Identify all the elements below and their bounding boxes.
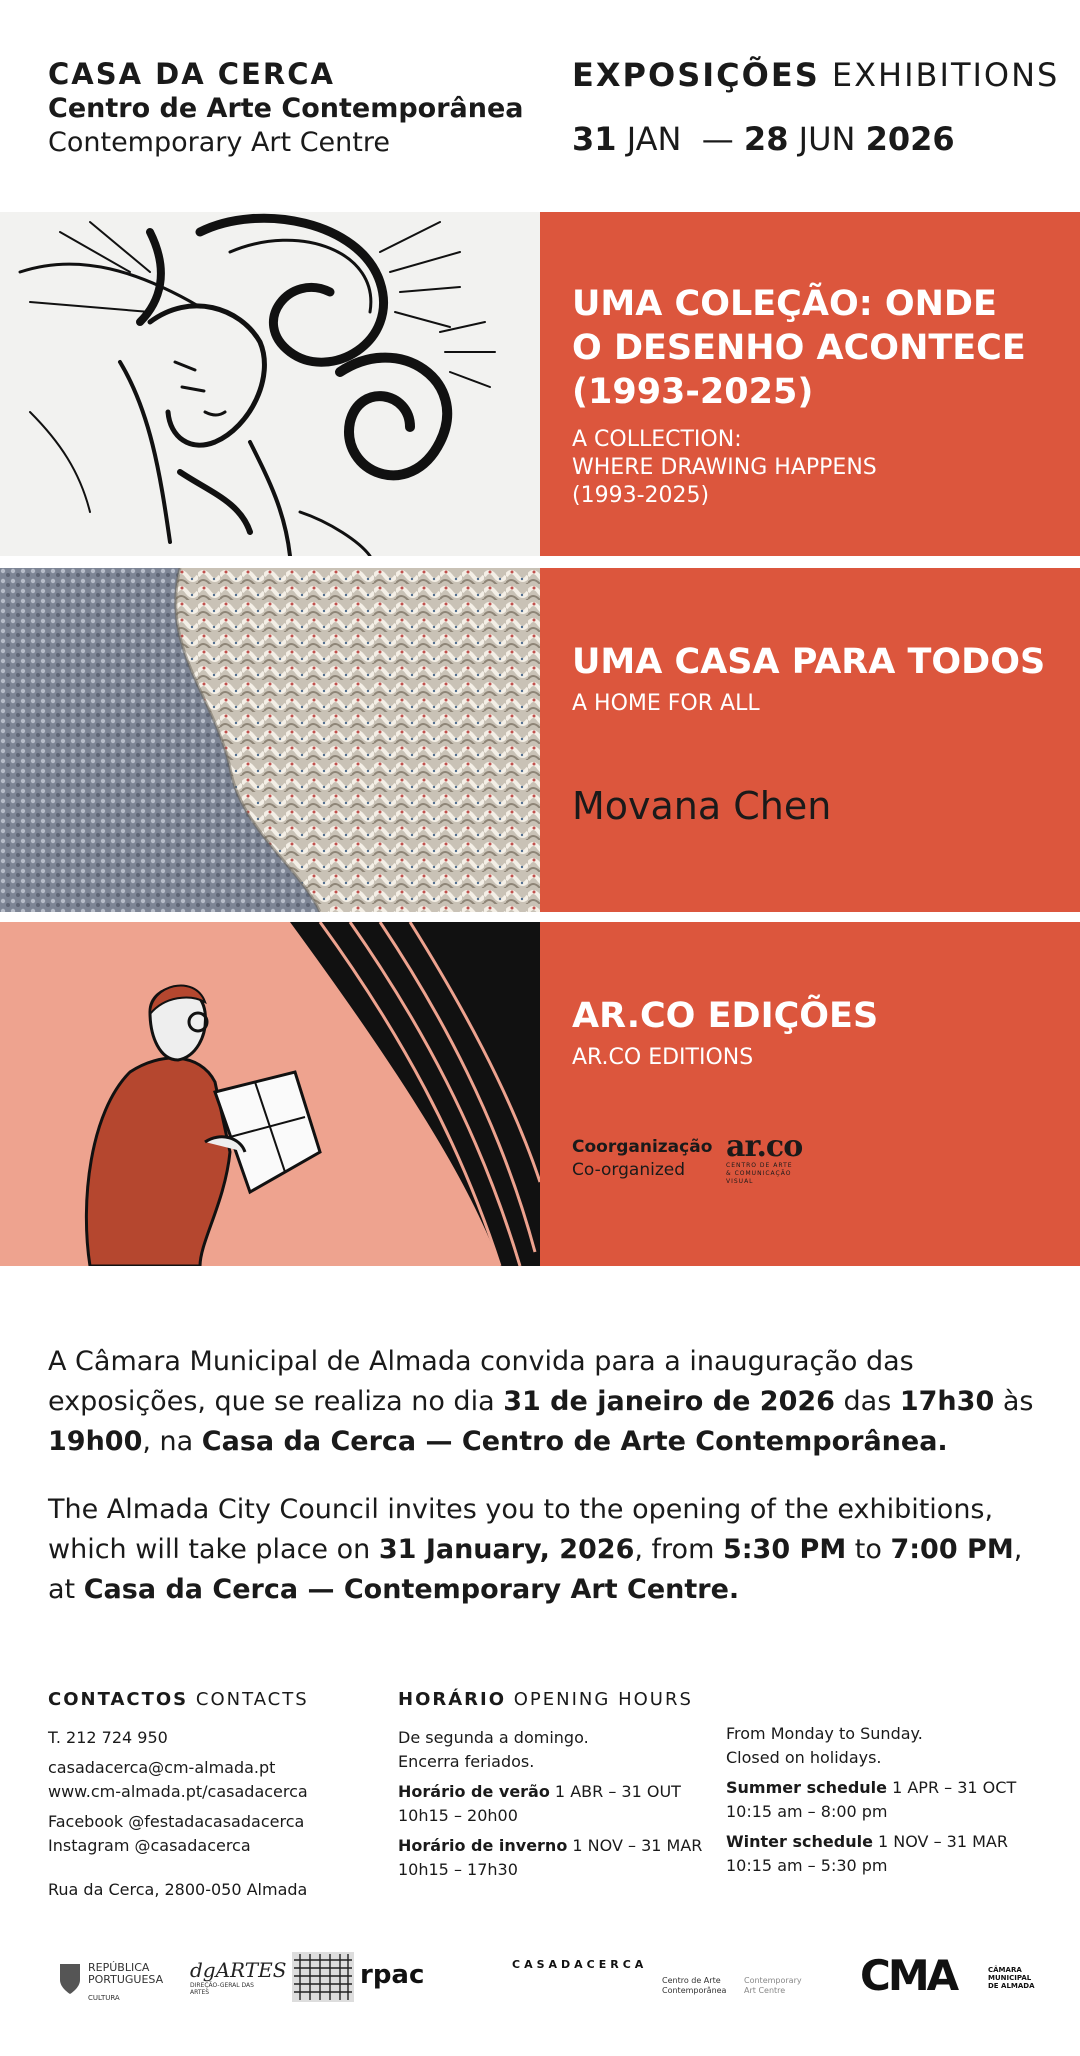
- coorganized-label: [572, 1136, 712, 1182]
- cma-wordmark: CMA: [860, 1951, 957, 2000]
- hours-heading-en: OPENING HOURS: [513, 1689, 693, 1710]
- exhibition-row-collection: [0, 212, 1080, 556]
- rp-line: CULTURA: [88, 1994, 120, 2002]
- title-line: O DESENHO ACONTECE: [572, 328, 1026, 368]
- casa-sub: Contemporânea: [662, 1986, 727, 1995]
- dgartes-mark: dgARTES: [190, 1958, 287, 1982]
- rpac-logo: [292, 1952, 425, 2006]
- contacts-heading-en: CONTACTS: [195, 1689, 309, 1710]
- end-time-pt: 19h00: [48, 1426, 143, 1457]
- winter-label-pt: Horário de inverno: [398, 1836, 568, 1855]
- winter-range-pt: 1 NOV – 31 MAR: [567, 1836, 703, 1855]
- text-run: às: [994, 1386, 1034, 1417]
- text-run: , from: [634, 1534, 723, 1565]
- invitation-en: [48, 1490, 1038, 1610]
- hours-heading-pt: HORÁRIO: [398, 1689, 507, 1710]
- exhibitions-title-pt: EXPOSIÇÕES: [572, 56, 820, 94]
- dgartes-logo: [190, 1958, 287, 2006]
- date-end-month: JUN: [798, 120, 856, 158]
- hours-section: [398, 1688, 718, 1888]
- casa-sub: Centro de Arte: [662, 1976, 721, 1985]
- exhibition-subtitle-arco: AR.CO EDITIONS: [572, 1045, 754, 1070]
- text-run: to: [846, 1534, 891, 1565]
- exhibition-dates: [572, 118, 1059, 160]
- arco-line: CENTRO DE ARTE: [726, 1162, 793, 1169]
- casa-sub: Contemporary: [744, 1976, 802, 1985]
- header: [0, 0, 1080, 210]
- artist-name: Movana Chen: [572, 784, 832, 828]
- contact-website[interactable]: www.cm-almada.pt/casadacerca: [48, 1782, 308, 1801]
- date-start-month: JAN: [626, 120, 682, 158]
- rpac-wordmark: rpac: [360, 1960, 425, 1990]
- contacts-heading: [48, 1688, 368, 1712]
- casa-sub: Art Centre: [744, 1986, 786, 1995]
- org-name: CASA DA CERCA: [48, 57, 335, 91]
- summer-range-pt: 1 ABR – 31 OUT: [549, 1782, 681, 1801]
- date-dash: —: [701, 120, 734, 158]
- rpac-map-icon: [292, 1952, 354, 2002]
- event-date-pt: 31 de janeiro de 2026: [503, 1386, 835, 1417]
- republica-portuguesa-logo: [58, 1960, 178, 2008]
- title-line: UMA COLEÇÃO: ONDE: [572, 284, 997, 324]
- woven-paper-image: [0, 568, 540, 912]
- cma-logo: [860, 1951, 1040, 2010]
- summer-time-en: 10:15 am – 8:00 pm: [726, 1802, 888, 1821]
- reader-illustration-image: [0, 922, 540, 1266]
- exhibition-panel-arco: [540, 922, 1080, 1266]
- date-end-day: 28: [743, 120, 789, 158]
- ink-drawing-image: [0, 212, 540, 556]
- organization-block: [48, 56, 524, 160]
- event-date-en: 31 January, 2026: [378, 1534, 635, 1565]
- winter-schedule-pt: [398, 1834, 718, 1858]
- winter-label-en: Winter schedule: [726, 1832, 873, 1851]
- hours-section-en: [726, 1722, 1046, 1884]
- winter-schedule-en: [726, 1830, 1046, 1854]
- exhibition-panel-collection: [540, 212, 1080, 556]
- cma-sub: MUNICIPAL: [988, 1974, 1032, 1982]
- exhibition-title-collection: [572, 282, 1026, 414]
- contact-address: Rua da Cerca, 2800-050 Almada: [48, 1880, 308, 1899]
- coorganized-en: Co-organized: [572, 1160, 686, 1180]
- hours-days-en: From Monday to Sunday.: [726, 1724, 923, 1743]
- summer-time-pt: 10h15 – 20h00: [398, 1806, 518, 1825]
- invitation-pt: [48, 1342, 1038, 1462]
- partner-logos: [0, 1940, 1080, 2020]
- hours-heading: [398, 1688, 718, 1712]
- invitation-text: [48, 1342, 1038, 1638]
- casa-wordmark: CASADACERCA: [512, 1958, 648, 1971]
- summer-schedule-en: [726, 1776, 1046, 1800]
- text-run: das: [834, 1386, 900, 1417]
- summer-schedule-pt: [398, 1780, 718, 1804]
- start-time-en: 5:30 PM: [722, 1534, 847, 1565]
- text-run: , na: [142, 1426, 202, 1457]
- hours-closed-pt: Encerra feriados.: [398, 1752, 535, 1771]
- contacts-heading-pt: CONTACTOS: [48, 1689, 189, 1710]
- shield-icon: [58, 1960, 82, 1996]
- winter-range-en: 1 NOV – 31 MAR: [872, 1832, 1008, 1851]
- exhibitions-title-en: EXHIBITIONS: [831, 56, 1060, 94]
- casa-da-cerca-logo: [512, 1958, 812, 2008]
- contact-phone[interactable]: T. 212 724 950: [48, 1728, 168, 1747]
- venue-pt: Casa da Cerca — Centro de Arte Contemporânea.: [201, 1426, 948, 1457]
- exhibition-subtitle-collection: [572, 426, 877, 510]
- winter-time-pt: 10h15 – 17h30: [398, 1860, 518, 1879]
- cma-sub: CÂMARA: [988, 1966, 1022, 1974]
- dgartes-sub: DIREÇÃO-GERAL DAS ARTES: [190, 1982, 254, 1996]
- org-subtitle-pt: Centro de Arte Contemporânea: [48, 93, 524, 124]
- venue-en: Casa da Cerca — Contemporary Art Centre.: [83, 1574, 740, 1605]
- date-start-day: 31: [572, 120, 617, 158]
- arco-line: & COMUNICAÇÃO: [726, 1170, 792, 1177]
- subtitle-line: A COLLECTION:: [572, 427, 742, 452]
- arco-mark: ar.co: [726, 1129, 803, 1164]
- exhibition-title-arco: AR.CO EDIÇÕES: [572, 996, 879, 1036]
- exhibition-row-home: [0, 568, 1080, 912]
- text-run: A Câmara Municipal de Almada convida para a inauguração das exposições, que se realiza no dia: [48, 1346, 914, 1417]
- contact-facebook[interactable]: Facebook @festadacasadacerca: [48, 1812, 305, 1831]
- title-line: (1993-2025): [572, 372, 814, 412]
- exhibitions-heading: [572, 54, 1059, 160]
- exhibition-subtitle-home: A HOME FOR ALL: [572, 691, 760, 716]
- exhibition-panel-home: [540, 568, 1080, 912]
- exhibition-row-arco: [0, 922, 1080, 1266]
- start-time-pt: 17h30: [899, 1386, 995, 1417]
- contact-email[interactable]: casadacerca@cm-almada.pt: [48, 1758, 276, 1777]
- arco-logo: [726, 1129, 803, 1186]
- subtitle-line: (1993-2025): [572, 483, 710, 508]
- summer-label-en: Summer schedule: [726, 1778, 887, 1797]
- contact-instagram[interactable]: Instagram @casadacerca: [48, 1836, 251, 1855]
- text-run: , at: [48, 1534, 1023, 1605]
- winter-time-en: 10:15 am – 5:30 pm: [726, 1856, 888, 1875]
- subtitle-line: WHERE DRAWING HAPPENS: [572, 455, 877, 480]
- arco-line: VISUAL: [726, 1178, 754, 1185]
- rp-line: REPÚBLICA: [88, 1961, 150, 1974]
- hours-closed-en: Closed on holidays.: [726, 1748, 882, 1767]
- summer-range-en: 1 APR – 31 OCT: [887, 1778, 1017, 1797]
- exhibition-title-home: UMA CASA PARA TODOS: [572, 642, 1046, 682]
- coorganized-pt: Coorganização: [572, 1137, 713, 1157]
- exhibitions-title: [572, 54, 1059, 96]
- org-subtitle-en: Contemporary Art Centre: [48, 127, 390, 158]
- contacts-section: [48, 1688, 368, 1902]
- summer-label-pt: Horário de verão: [398, 1782, 550, 1801]
- date-year: 2026: [865, 120, 955, 158]
- text-run: The Almada City Council invites you to the opening of the exhibitions, which will take place on: [48, 1494, 994, 1565]
- end-time-en: 7:00 PM: [890, 1534, 1014, 1565]
- hours-days-pt: De segunda a domingo.: [398, 1728, 589, 1747]
- cma-sub: DE ALMADA: [988, 1982, 1035, 1990]
- rp-line: PORTUGUESA: [88, 1973, 164, 1986]
